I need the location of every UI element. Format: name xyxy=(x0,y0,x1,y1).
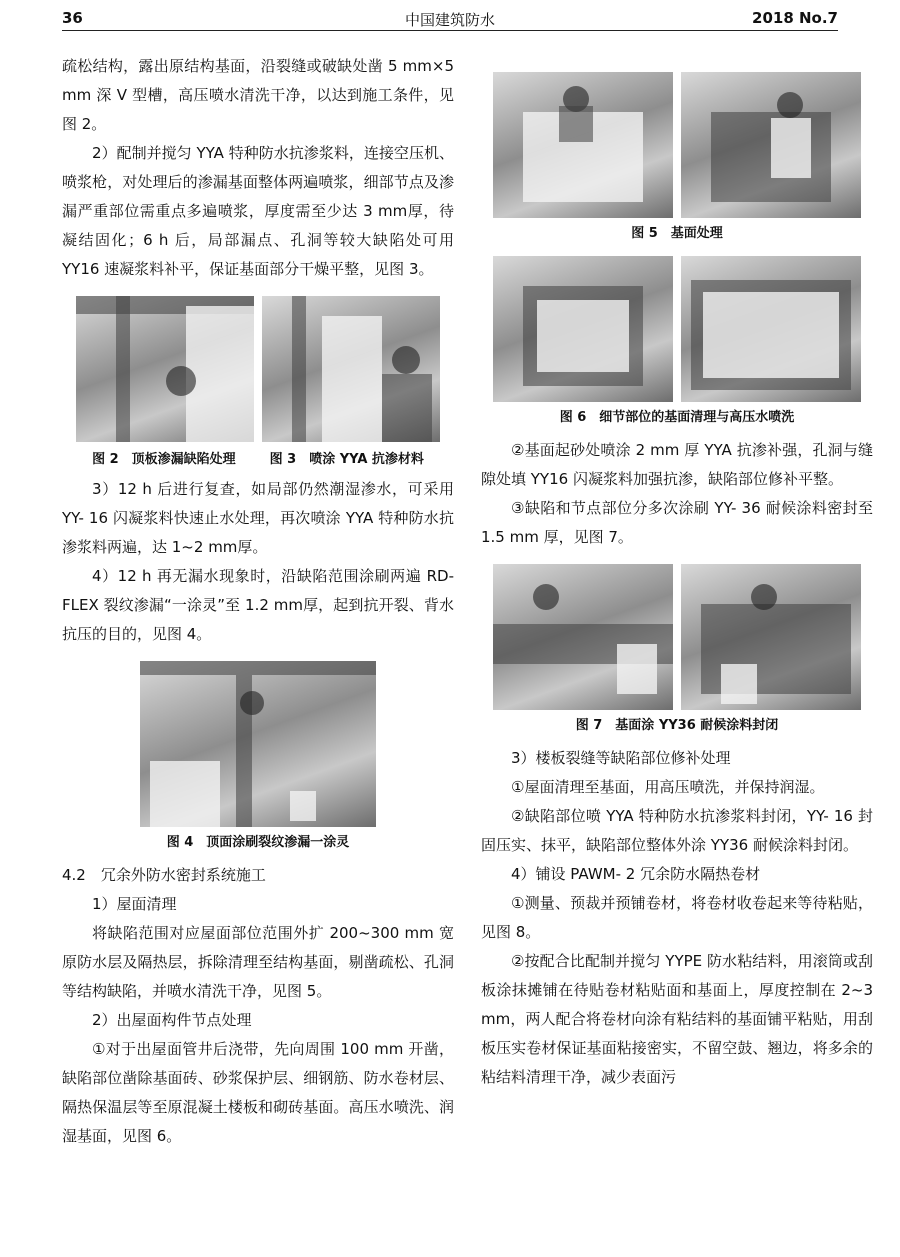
photo-fig2 xyxy=(76,296,254,442)
header-rule xyxy=(62,30,838,31)
subheading: 1）屋面清理 xyxy=(92,895,177,913)
caption-row xyxy=(62,448,454,467)
paragraph: ②基面起砂处喷涂 2 mm 厚 YYA 抗渗补强，孔洞与缝隙处填 YY16 闪凝浆料加强抗渗，缺陷部位修补平整。 xyxy=(481,441,873,488)
subheading: 4）铺设 PAWM- 2 冗余防水隔热卷材 xyxy=(511,865,761,883)
caption-fig4: 图 4 顶面涂刷裂纹渗漏一涂灵 xyxy=(166,835,350,850)
figure-4-photo xyxy=(62,661,454,827)
figure-6-photos xyxy=(481,256,873,402)
right-column xyxy=(481,72,873,1092)
photo-fig5b xyxy=(681,72,861,218)
caption-fig5: 图 5 基面处理 xyxy=(631,226,723,241)
figure-5-photos xyxy=(481,72,873,218)
figure-7-photos xyxy=(481,564,873,710)
paragraph: 3）12 h 后进行复查，如局部仍然潮湿渗水，可采用 YY- 16 闪凝浆料快速止水处理，再次喷涂 YYA 特种防水抗渗浆料两遍，达 1~2 mm厚。 xyxy=(62,480,454,556)
journal-title: 中国建筑防水 xyxy=(404,11,495,29)
photo-fig4 xyxy=(140,661,376,827)
photo-fig5a xyxy=(493,72,673,218)
paragraph: 疏松结构，露出原结构基面，沿裂缝或破缺处凿 5 mm×5 mm 深 V 型槽，高压喷水清洗干净，以达到施工条件，见图 2。 xyxy=(62,57,454,133)
photo-fig3 xyxy=(262,296,440,442)
subheading: 3）楼板裂缝等缺陷部位修补处理 xyxy=(511,749,731,767)
paragraph: 4）12 h 再无漏水现象时，沿缺陷范围涂刷两遍 RD- FLEX 裂纹渗漏“一涂灵”至 1.2 mm厚，起到抗开裂、背水抗压的目的，见图 4。 xyxy=(62,567,454,643)
paragraph: 2）配制并搅匀 YYA 特种防水抗渗浆料，连接空压机、喷浆枪，对处理后的渗漏基面整体两遍喷浆，细部节点及渗漏严重部位需重点多遍喷浆，厚度需至少达 3 mm厚，待凝结固化；6 h 后，局部漏点、孔洞等较大缺陷处可用 YY16 速凝浆料补平，保证基面部分干燥平整，见图 3。 xyxy=(62,144,454,278)
caption-fig7: 图 7 基面涂 YY36 耐候涂料封闭 xyxy=(575,718,779,733)
caption-fig2: 图 2 顶板渗漏缺陷处理 xyxy=(92,452,236,467)
page-number: 36 xyxy=(62,9,83,27)
photo-fig7a xyxy=(493,564,673,710)
photo-fig6a xyxy=(493,256,673,402)
caption-fig3: 图 3 喷涂 YYA 抗渗材料 xyxy=(269,452,424,467)
paragraph: 将缺陷范围对应屋面部位范围外扩 200~300 mm 宽原防水层及隔热层，拆除清理至结构基面，剔凿疏松、孔洞等结构缺陷，并喷水清洗干净，见图 5。 xyxy=(62,924,454,1000)
figure-2-3-photos xyxy=(62,296,454,442)
caption-fig6: 图 6 细节部位的基面清理与高压水喷洗 xyxy=(559,410,795,425)
subheading: 2）出屋面构件节点处理 xyxy=(92,1011,252,1029)
paragraph: ①对于出屋面管井后浇带，先向周围 100 mm 开凿，缺陷部位凿除基面砖、砂浆保护层、细钢筋、防水卷材层、隔热保温层等至原混凝土楼板和砌砖基面。高压水喷洗、润湿基面，见图 6。 xyxy=(62,1040,454,1145)
paragraph: ①测量、预裁并预铺卷材，将卷材收卷起来等待粘贴，见图 8。 xyxy=(481,894,873,941)
paragraph: ②缺陷部位喷 YYA 特种防水抗渗浆料封闭，YY- 16 封固压实、抹平，缺陷部位整体外涂 YY36 耐候涂料封闭。 xyxy=(481,807,873,854)
photo-fig7b xyxy=(681,564,861,710)
issue-label: 2018 No.7 xyxy=(752,9,838,27)
photo-fig6b xyxy=(681,256,861,402)
section-heading: 4.2 冗余外防水密封系统施工 xyxy=(62,866,266,884)
page-header xyxy=(62,6,838,32)
paragraph: ③缺陷和节点部位分多次涂刷 YY- 36 耐候涂料密封至 1.5 mm 厚，见图 7。 xyxy=(481,499,873,546)
left-column xyxy=(62,52,454,1151)
paragraph: ②按配合比配制并搅匀 YYPE 防水粘结料，用滚筒或刮板涂抹摊铺在待贴卷材粘贴面和基面上，厚度控制在 2~3 mm，两人配合将卷材向涂有粘结料的基面铺平粘贴，用刮板压实卷材保证基面粘接密实，不留空鼓、翘边，将多余的粘结料清理干净，减少表面污 xyxy=(481,952,873,1086)
paragraph: ①屋面清理至基面，用高压喷洗，并保持润湿。 xyxy=(511,778,825,796)
